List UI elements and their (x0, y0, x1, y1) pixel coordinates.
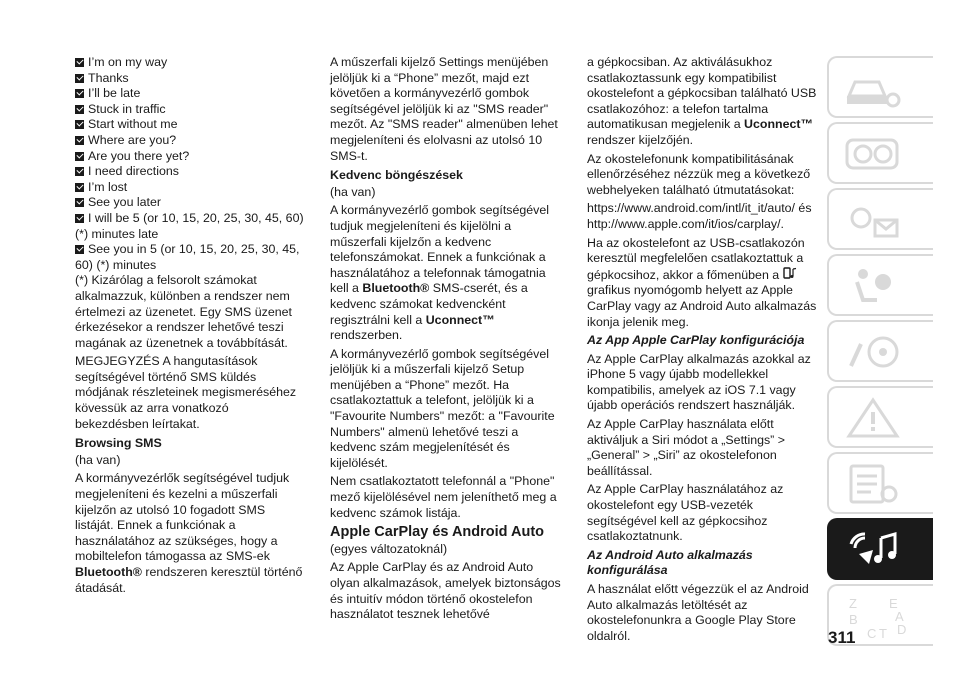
no-phone-paragraph: Nem csatlakoztatott telefonnál a "Phone" mező kijelölésével nem jeleníthető meg a kedvenc számok listája. (330, 474, 557, 520)
steering-wheel-icon (843, 330, 903, 374)
usb-cable-paragraph: Az Apple CarPlay használatához az okostelefont egy USB-vezeték segítségével kell az gépkocsihoz csatlakoztatnunk. (587, 482, 784, 544)
phone-music-icon (783, 268, 797, 282)
browsing-sms-text: A kormányvezérlők segítségével tudjuk megjeleníteni és kezelni a műszerfali kijelzőn az utolsó 10 fogadott SMS listáját. Ennek a funkciónak a használatához az szükséges, hogy a mobiltelefon támogassa az SMS-ek Bluetooth® rendszeren keresztül történő átadását. (75, 471, 303, 595)
sms-message-item: Are you there yet? (75, 149, 305, 165)
setup-phone-paragraph: A kormányvezérlő gombok segítségével jelöljük ki a műszerfali kijelző Setup menüjében a “Phone” mezőt. Ha csatlakoztattuk a telefont, jelöljük ki a "Favourite Numbers" mezőt: a "Favourite Numbers" almenü lehetővé teszi a kedvenc szám megjelenítését és kijelölését. (330, 346, 555, 470)
sms-message-item: Where are you? (75, 133, 305, 149)
warning-triangle-icon (843, 396, 903, 440)
favourites-paragraph: A kormányvezérlő gombok segítségével tudjuk megjeleníteni és kijelölni a műszerfali kijelzőn a kedvenc telefonszámokat. Ennek a funkciónak a használatához a telefonnak támogatnia kell a Bluetooth® SMS-cserét, és a kedvenc számokat kedvencként regisztrálni kell a Uconnect™ rendszerben. (330, 203, 550, 343)
siri-paragraph: Az Apple CarPlay használata előtt aktiváljuk a Siri módot a „Settings” > „General” > „Siri” az okostelefonon beállítással. (587, 417, 785, 478)
sms-voice-note: MEGJEGYZÉS A hangutasítások segítségével történő SMS küldés módjának részleteinek megismeréséhez kövessük az arra vonatkozó bekezdésben leírtakat. (75, 354, 297, 431)
car-dashboard-icon (843, 66, 903, 110)
tab-multimedia[interactable] (827, 518, 933, 580)
favourites-subtitle: (ha van) (330, 184, 376, 199)
carplay-heading: Apple CarPlay és Android Auto (330, 524, 545, 541)
svg-text:D: D (897, 622, 907, 637)
apple-config-heading: Az App Apple CarPlay konfigurációja (587, 333, 805, 348)
checkbox-icon (75, 183, 84, 192)
instrument-cluster-icon (843, 132, 903, 176)
tab-airbag-seat[interactable] (827, 254, 933, 316)
chapter-tabs (827, 56, 933, 650)
checkbox-icon (75, 89, 84, 98)
checkbox-icon (75, 214, 84, 223)
maintenance-list-icon (843, 462, 903, 506)
column-2 (330, 55, 562, 626)
sms-message-item: Start without me (75, 117, 305, 133)
checkbox-icon (75, 198, 84, 207)
svg-text:B: B (849, 612, 858, 627)
checkbox-icon (75, 58, 84, 67)
sms-message-item: Thanks (75, 71, 305, 87)
carplay-activation: a gépkocsiban. Az aktiválásukhoz csatlakoztassunk egy kompatibilist okostelefont a gépkocsiban található USB csatlakozóhoz: a telefon tartalma automatikusan megjelenik a Uconnect™ rendszer kijelzőjén. (587, 55, 817, 147)
column-1 (75, 55, 305, 599)
page-number: 311 (828, 628, 856, 647)
multimedia-icon (843, 528, 903, 572)
checkbox-icon (75, 245, 84, 254)
tab-instrument-cluster[interactable] (827, 122, 933, 184)
checkbox-icon (75, 105, 84, 114)
sms-message-item: I’ll be late (75, 86, 305, 102)
sms-message-item: See you in 5 (or 10, 15, 20, 25, 30, 45, 60) (*) minutes (75, 242, 300, 272)
checkbox-icon (75, 152, 84, 161)
checkbox-icon (75, 167, 84, 176)
browsing-sms-heading: Browsing SMS (75, 436, 162, 451)
apple-compat-paragraph: Az Apple CarPlay alkalmazás azokkal az iPhone 5 vagy újabb modellekkel kompatibilis, amelyek az iOS 7.1 vagy újabb operációs rendszert használják. (587, 351, 811, 413)
sms-message-item: I will be 5 (or 10, 15, 20, 25, 30, 45, 60) (*) minutes late (75, 210, 304, 241)
favourites-heading: Kedvenc böngészések (330, 168, 463, 183)
tab-warning-triangle[interactable] (827, 386, 933, 448)
sms-reader-paragraph: A műszerfali kijelző Settings menüjében jelöljük ki a “Phone” mezőt, majd ezt követően a kormányvezérlő gombok segítségével jelöljük ki az "SMS reader" mezőt. Az "SMS reader" almenüben lehet megjeleníteni és elolvasni az utolsó 10 SMS-t. (330, 55, 558, 163)
carplay-intro: Az Apple CarPlay és az Android Auto olyan alkalmazások, amelyek biztonságos és intuitív módon történő okostelefon használatot tesznek lehetővé (330, 560, 561, 622)
svg-text:T: T (879, 626, 887, 640)
checkbox-icon (75, 120, 84, 129)
tab-steering-wheel[interactable] (827, 320, 933, 382)
column-3 (587, 55, 819, 647)
numbers-note: (*) Kizárólag a felsorolt számokat alkalmazzuk, különben a rendszer nem értelmezi az üzenetet. Egy SMS üzenet érkezésekor a rendszer lehetővé teszi magának az üzenetnek a továbbítását. (75, 273, 292, 350)
urls-paragraph: https://www.android.com/intl/it_it/auto/ és http://www.apple.com/it/ios/carplay/. (587, 201, 812, 231)
lights-warning-icon (843, 198, 903, 242)
sms-message-item: I’m on my way (75, 55, 305, 71)
sms-message-list (75, 55, 305, 273)
android-config-heading: Az Android Auto alkalmazás konfigurálása (587, 547, 753, 578)
sms-message-item: I’m lost (75, 180, 305, 196)
usb-paragraph: Ha az okostelefont az USB-csatlakozón keresztül megfelelően csatlakoztattuk a gépkocsihoz, akkor a főmenüben a grafikus nyomógomb helyett az Apple CarPlay vagy az Android Auto alkalmazás ikonja jelenik meg. (587, 235, 817, 329)
tab-lights-warning[interactable] (827, 188, 933, 250)
svg-text:E: E (889, 596, 898, 611)
checkbox-icon (75, 74, 84, 83)
svg-text:C: C (867, 626, 877, 640)
checkbox-icon (75, 136, 84, 145)
android-download-paragraph: A használat előtt végezzük el az Android Auto alkalmazás letöltését az okostelefonunkra a Google Play Store oldalról. (587, 582, 809, 643)
tab-car-dashboard[interactable] (827, 56, 933, 118)
sms-message-item: See you later (75, 195, 305, 211)
browsing-sms-subtitle: (ha van) (75, 452, 121, 467)
svg-text:Z: Z (849, 596, 857, 611)
sms-message-item: I need directions (75, 164, 305, 180)
svg-text:A: A (895, 609, 904, 624)
compatibility-paragraph: Az okostelefonunk kompatibilitásának ellenőrzéséhez nézzük meg a következő webhelyeken található útmutatásokat: (587, 151, 811, 197)
carplay-subtitle: (egyes változatoknál) (330, 541, 448, 556)
airbag-seat-icon (843, 264, 903, 308)
sms-message-item: Stuck in traffic (75, 102, 305, 118)
tab-maintenance-list[interactable] (827, 452, 933, 514)
